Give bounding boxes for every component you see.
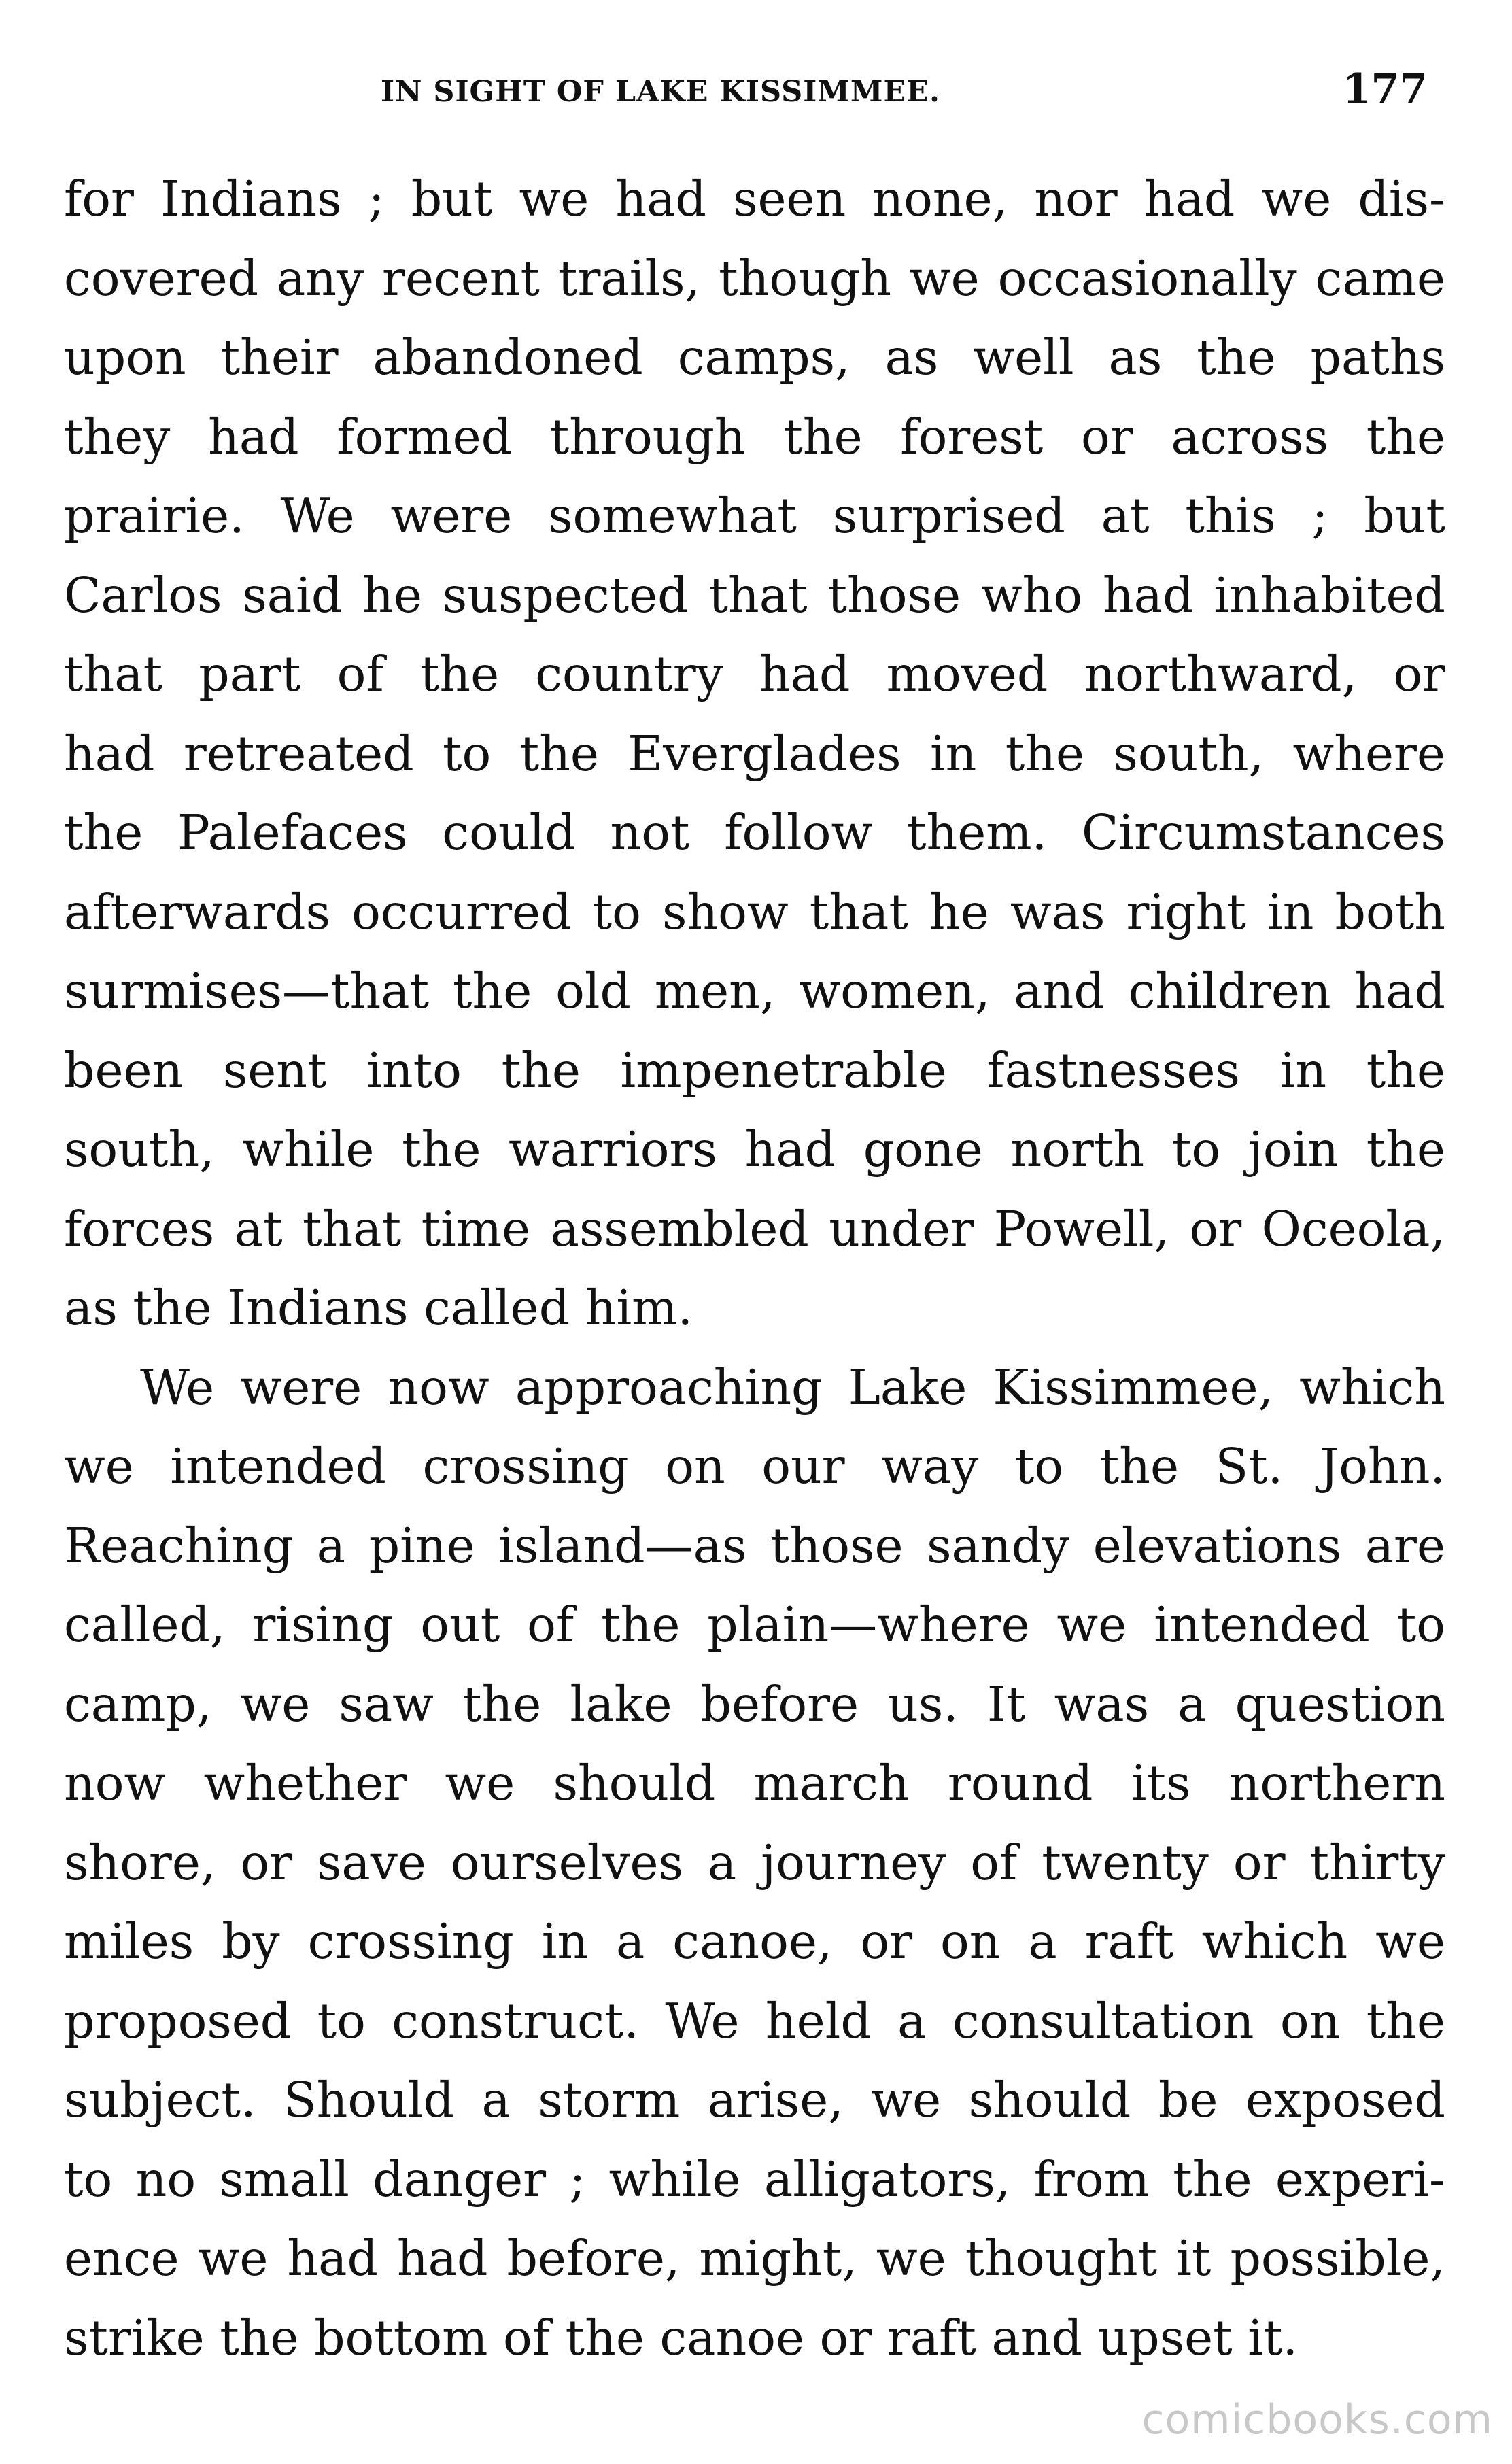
page-number: 177 [1342, 65, 1428, 113]
text-line: Carlos said he suspected that those who had inhabited [64, 566, 1445, 623]
text-line: surmises—that the old men, women, and children had [64, 963, 1445, 1019]
text-line: afterwards occurred to show that he was right in both [64, 883, 1445, 940]
text-line: now whether we should march round its northern [64, 1755, 1445, 1811]
text-line: they had formed through the forest or across the [64, 408, 1445, 465]
body-text [64, 160, 1445, 2378]
text-line: Reaching a pine island—as those sandy elevations are [64, 1517, 1445, 1574]
text-line: prairie. We were somewhat surprised at this ; but [64, 487, 1445, 544]
paragraph-2 [64, 1348, 1445, 2378]
text-line: strike the bottom of the canoe or raft and upset it. [64, 2309, 1299, 2366]
text-line: to no small danger ; while alligators, from the experi- [64, 2151, 1445, 2208]
running-title: IN SIGHT OF LAKE KISSIMMEE. [381, 75, 941, 109]
text-line: ence we had had before, might, we thought it possible, [64, 2230, 1445, 2287]
text-line: miles by crossing in a canoe, or on a raft which we [64, 1913, 1445, 1970]
text-line: upon their abandoned camps, as well as the paths [64, 329, 1445, 386]
text-line: been sent into the impenetrable fastnesses in the [64, 1042, 1445, 1099]
text-line: south, while the warriors had gone north to join the [64, 1121, 1445, 1178]
watermark: comicbooks.com [1141, 2396, 1493, 2444]
text-line: subject. Should a storm arise, we should be exposed [64, 2072, 1445, 2128]
text-line: had retreated to the Everglades in the south, where [64, 725, 1445, 782]
text-line: we intended crossing on our way to the St. John. [64, 1438, 1445, 1494]
text-line: We were now approaching Lake Kissimmee, which [140, 1358, 1445, 1416]
text-line: shore, or save ourselves a journey of twenty or thirty [64, 1834, 1445, 1891]
text-line: for Indians ; but we had seen none, nor had we dis- [64, 171, 1445, 227]
text-line: camp, we saw the lake before us. It was a question [64, 1675, 1445, 1732]
text-line: the Palefaces could not follow them. Circumstances [64, 804, 1445, 861]
text-line: that part of the country had moved northward, or [64, 646, 1445, 702]
text-line: proposed to construct. We held a consultation on the [64, 1992, 1445, 2049]
text-line: called, rising out of the plain—where we intended to [64, 1596, 1445, 1653]
text-line: as the Indians called him. [64, 1280, 693, 1336]
running-head [381, 65, 1441, 126]
paragraph-1 [64, 160, 1445, 1348]
text-line: covered any recent trails, though we occasionally came [64, 250, 1445, 307]
text-line: forces at that time assembled under Powell, or Oceola, [64, 1200, 1445, 1257]
